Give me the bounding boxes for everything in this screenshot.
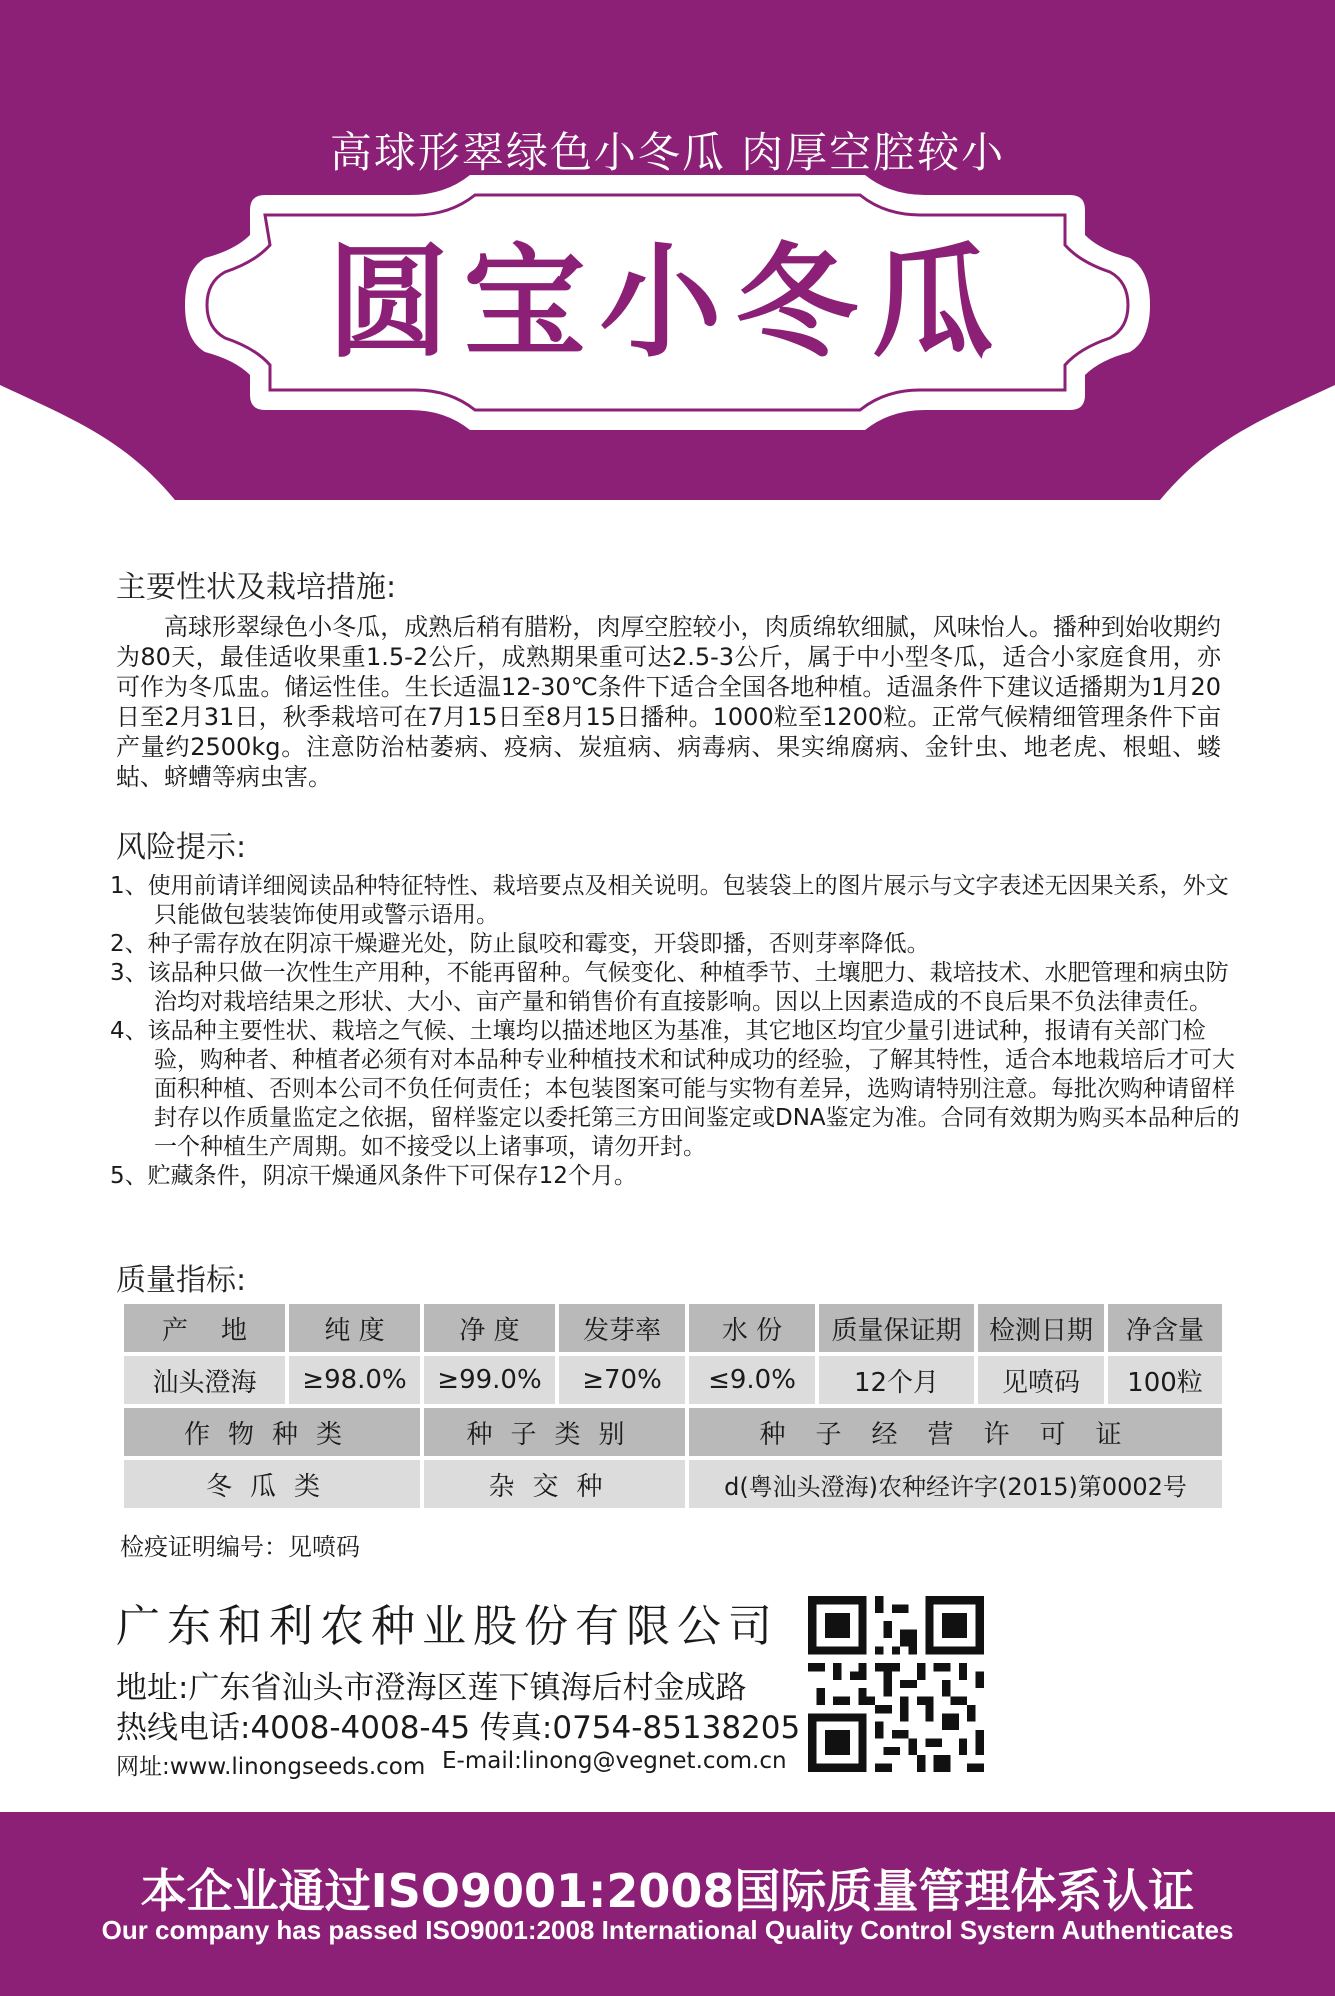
company-phone: 热线电话:4008-4008-45 传真:0754-85138205 xyxy=(116,1710,801,1746)
table-header-cell: 发芽率 xyxy=(559,1304,685,1352)
quarantine-cert: 检疫证明编号：见喷码 xyxy=(120,1533,360,1561)
risk-item: 1、使用前请详细阅读品种特征特性、栽培要点及相关说明。包装袋上的图片展示与文字表述无因果关系，外文只能做包装装饰使用或警示语用。 xyxy=(110,873,1229,928)
table-header-cell: 检测日期 xyxy=(978,1304,1104,1352)
table-cell: ≥99.0% xyxy=(424,1356,555,1404)
risk-list xyxy=(110,872,1245,1191)
table-header-cell: 种子类别 xyxy=(424,1408,685,1456)
risk-heading: 风险提示: xyxy=(116,830,247,865)
quality-table xyxy=(120,1300,1226,1512)
risk-item: 2、种子需存放在阴凉干燥避光处，防止鼠咬和霉变，开袋即播，否则芽率降低。 xyxy=(110,931,930,957)
table-cell: d(粤汕头澄海)农种经许字(2015)第0002号 xyxy=(689,1460,1222,1508)
table-row xyxy=(124,1304,1222,1352)
iso-cert-english: Our company has passed ISO9001:2008 International Quality Control Systern Authenticates xyxy=(101,1915,1234,1945)
qr-code-icon xyxy=(808,1596,984,1772)
company-name: 广东和利农种业股份有限公司 xyxy=(116,1601,779,1652)
table-header-cell: 种子经营许可证 xyxy=(689,1408,1222,1456)
traits-text: 高球形翠绿色小冬瓜，成熟后稍有腊粉，肉厚空腔较小，肉质绵软细腻，风味怡人。播种到始收期约为80天，最佳适收果重1.5-2公斤，成熟期果重可达2.5-3公斤，属于中小型冬瓜，适合小家庭食用，亦可作为冬瓜盅。储运性佳。生长适温12-30℃条件下适合全国各地种植。适温条件下建议适播期为1月20日至2月31日，秋季栽培可在7月15日至8月15日播种。1000粒至1200粒。正常气候精细管理条件下亩产量约2500kg。注意防治枯萎病、疫病、炭疽病、病毒病、果实绵腐病、金针虫、地老虎、根蛆、蝼蛄、蛴螬等病虫害。 xyxy=(116,613,1221,791)
table-cell: 见喷码 xyxy=(978,1356,1104,1404)
table-header-cell: 产 地 xyxy=(124,1304,285,1352)
quality-heading: 质量指标: xyxy=(116,1263,247,1298)
table-row xyxy=(124,1408,1222,1456)
company-website: 网址:www.linongseeds.com xyxy=(116,1754,426,1780)
table-cell: ≥98.0% xyxy=(289,1356,420,1404)
header-subtitle: 高球形翠绿色小冬瓜 肉厚空腔较小 xyxy=(329,128,1006,177)
table-cell: ≤9.0% xyxy=(689,1356,815,1404)
table-row xyxy=(124,1356,1222,1404)
table-cell: ≥70% xyxy=(559,1356,685,1404)
table-cell: 100粒 xyxy=(1108,1356,1222,1404)
table-header-cell: 纯 度 xyxy=(289,1304,420,1352)
table-row xyxy=(124,1460,1222,1508)
table-cell: 杂交种 xyxy=(424,1460,685,1508)
risk-item: 3、该品种只做一次性生产用种，不能再留种。气候变化、种植季节、土壤肥力、栽培技术、水肥管理和病虫防治均对栽培结果之形状、大小、亩产量和销售价有直接影响。因以上因素造成的不良后果不负法律责任。 xyxy=(110,960,1229,1015)
traits-heading: 主要性状及栽培措施: xyxy=(116,570,397,605)
company-address: 地址:广东省汕头市澄海区莲下镇海后村金成路 xyxy=(116,1670,747,1706)
table-cell: 12个月 xyxy=(819,1356,974,1404)
table-cell: 冬瓜类 xyxy=(124,1460,420,1508)
table-header-cell: 净含量 xyxy=(1108,1304,1222,1352)
company-email: E-mail:linong@vegnet.com.cn xyxy=(442,1748,787,1774)
table-header-cell: 作物种类 xyxy=(124,1408,420,1456)
product-title: 圆宝小冬瓜 xyxy=(327,232,1008,374)
table-header-cell: 水 份 xyxy=(689,1304,815,1352)
risk-item: 4、该品种主要性状、栽培之气候、土壤均以描述地区为基准，其它地区均宜少量引进试种，报请有关部门检验，购种者、种植者必须有对本品种专业种植技术和试种成功的经验，了解其特性，适合本地栽培后才可大面积种植、否则本公司不负任何责任；本包装图案可能与实物有差异，选购请特别注意。每批次购种请留样封存以作质量监定之依据，留样鉴定以委托第三方田间鉴定或DNA鉴定为准。合同有效期为购买本品种后的一个种植生产周期。如不接受以上诸事项，请勿开封。 xyxy=(110,1018,1240,1160)
table-cell: 汕头澄海 xyxy=(124,1356,285,1404)
risk-item: 5、贮藏条件，阴凉干燥通风条件下可保存12个月。 xyxy=(110,1163,637,1189)
table-header-cell: 质量保证期 xyxy=(819,1304,974,1352)
iso-cert-chinese: 本企业通过ISO9001:2008国际质量管理体系认证 xyxy=(140,1864,1195,1918)
table-header-cell: 净 度 xyxy=(424,1304,555,1352)
